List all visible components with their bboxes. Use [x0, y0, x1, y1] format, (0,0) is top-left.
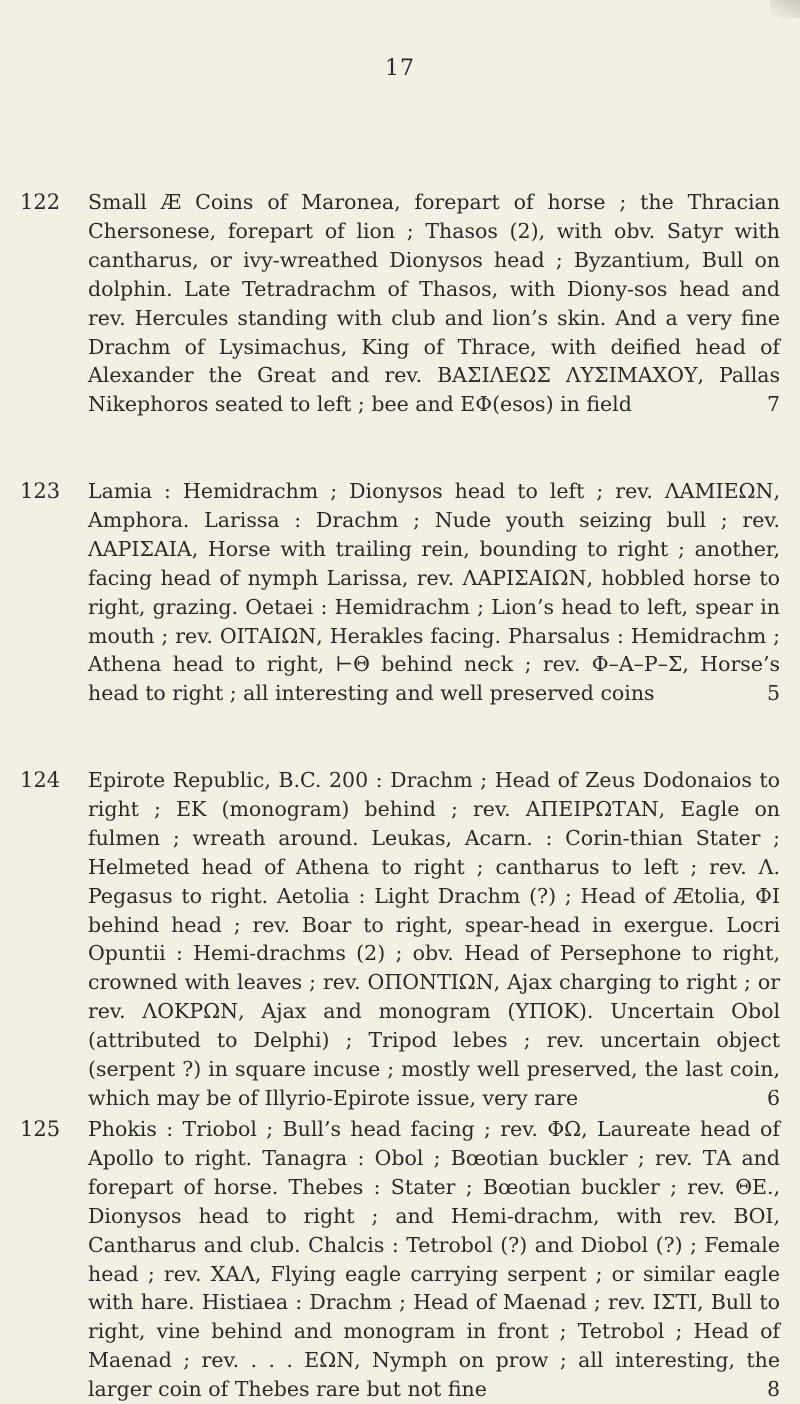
page-corner-shadow — [770, 0, 800, 18]
lot-number: 124 — [20, 768, 61, 792]
lot-description — [88, 766, 780, 1113]
lot-number: 123 — [20, 479, 61, 503]
page-number: 17 — [385, 56, 415, 81]
lot-description-text: Phokis : Triobol ; Bull’s head facing ; rev. ΦΩ, Laureate head of Apollo to right. Tanagra : Obol ; Bœotian buckler ; rev. ΤΑ and forepart of horse. Thebes : Stater ; Bœotian buckler ; rev. ΘΕ., Dionysos head to right ; and Hemi-drachm, with rev. ΒΟΙ, Cantharus and club. Chalcis : Tetrobol (?) and Diobol (?) ; Female head ; rev. ΧΑΛ, Flying eagle carrying serpent ; or similar eagle with hare. Histiaea : Drachm ; Head of Maenad ; rev. ΙΣΤΙ, Bull to right, vine behind and monogram in front ; Tetrobol ; Head of Maenad ; rev. . . . ΕΩΝ, Nymph on prow ; all interesting, the larger coin of Thebes rare but not fine — [88, 1117, 780, 1402]
lot-price: 7 — [766, 392, 780, 417]
lot-price: 6 — [766, 1085, 780, 1110]
lot-price: 8 — [766, 1377, 780, 1402]
lot-description — [88, 1115, 780, 1404]
lot-description — [88, 188, 780, 419]
lot-price: 5 — [766, 681, 780, 706]
lot-description — [88, 477, 780, 708]
lot-number: 122 — [20, 190, 61, 214]
lot-description-text: Lamia : Hemidrachm ; Dionysos head to left ; rev. ΛΑΜΙΕΩΝ, Amphora. Larissa : Drachm ; Nude youth seizing bull ; rev. ΛΑΡΙΣΑΙΑ, Horse with trailing rein, bounding to right ; another, facing head of nymph Larissa, rev. ΛΑΡΙΣΑΙΩΝ, hobbled horse to right, grazing. Oetaei : Hemidrachm ; Lion’s head to left, spear in mouth ; rev. ΟΙΤΑΙΩΝ, Herakles facing. Pharsalus : Hemidrachm ; Athena head to right, ⊢Θ behind neck ; rev. Φ–Α–Ρ–Σ, Horse’s head to right ; all interesting and well preserved coins — [88, 479, 780, 706]
lot-number: 125 — [20, 1117, 61, 1141]
lot-description-text: Small Æ Coins of Maronea, forepart of horse ; the Thracian Chersonese, forepart of lion ; Thasos (2), with obv. Satyr with cantharus, or ivy-wreathed Dionysos head ; Byzantium, Bull on dolphin. Late Tetradrachm of Thasos, with Diony-sos head and rev. Hercules standing with club and lion’s skin. And a very fine Drachm of Lysimachus, King of Thrace, with deified head of Alexander the Great and rev. ΒΑΣΙΛΕΩΣ ΛΥΣΙΜΑΧΟΥ, Pallas Nikephoros seated to left ; bee and ΕΦ(esos) in field — [88, 190, 780, 417]
lot-description-text: Epirote Republic, B.C. 200 : Drachm ; Head of Zeus Dodonaios to right ; ΕΚ (monogram) behind ; rev. ΑΠΕΙΡΩΤΑΝ, Eagle on fulmen ; wreath around. Leukas, Acarn. : Corin-thian Stater ; Helmeted head of Athena to right ; cantharus to left ; rev. Λ. Pegasus to right. Aetolia : Light Drachm (?) ; Head of Ætolia, ΦΙ behind head ; rev. Boar to right, spear-head in exergue. Locri Opuntii : Hemi-drachms (2) ; obv. Head of Persephone to right, crowned with leaves ; rev. ΟΠΟΝΤΙΩΝ, Ajax charging to right ; or rev. ΛΟΚΡΩΝ, Ajax and monogram (ΥΠΟΚ). Uncertain Obol (attributed to Delphi) ; Tripod lebes ; rev. uncertain object (serpent ?) in square incuse ; mostly well preserved, the last coin, which may be of Illyrio-Epirote issue, very rare — [88, 768, 780, 1110]
